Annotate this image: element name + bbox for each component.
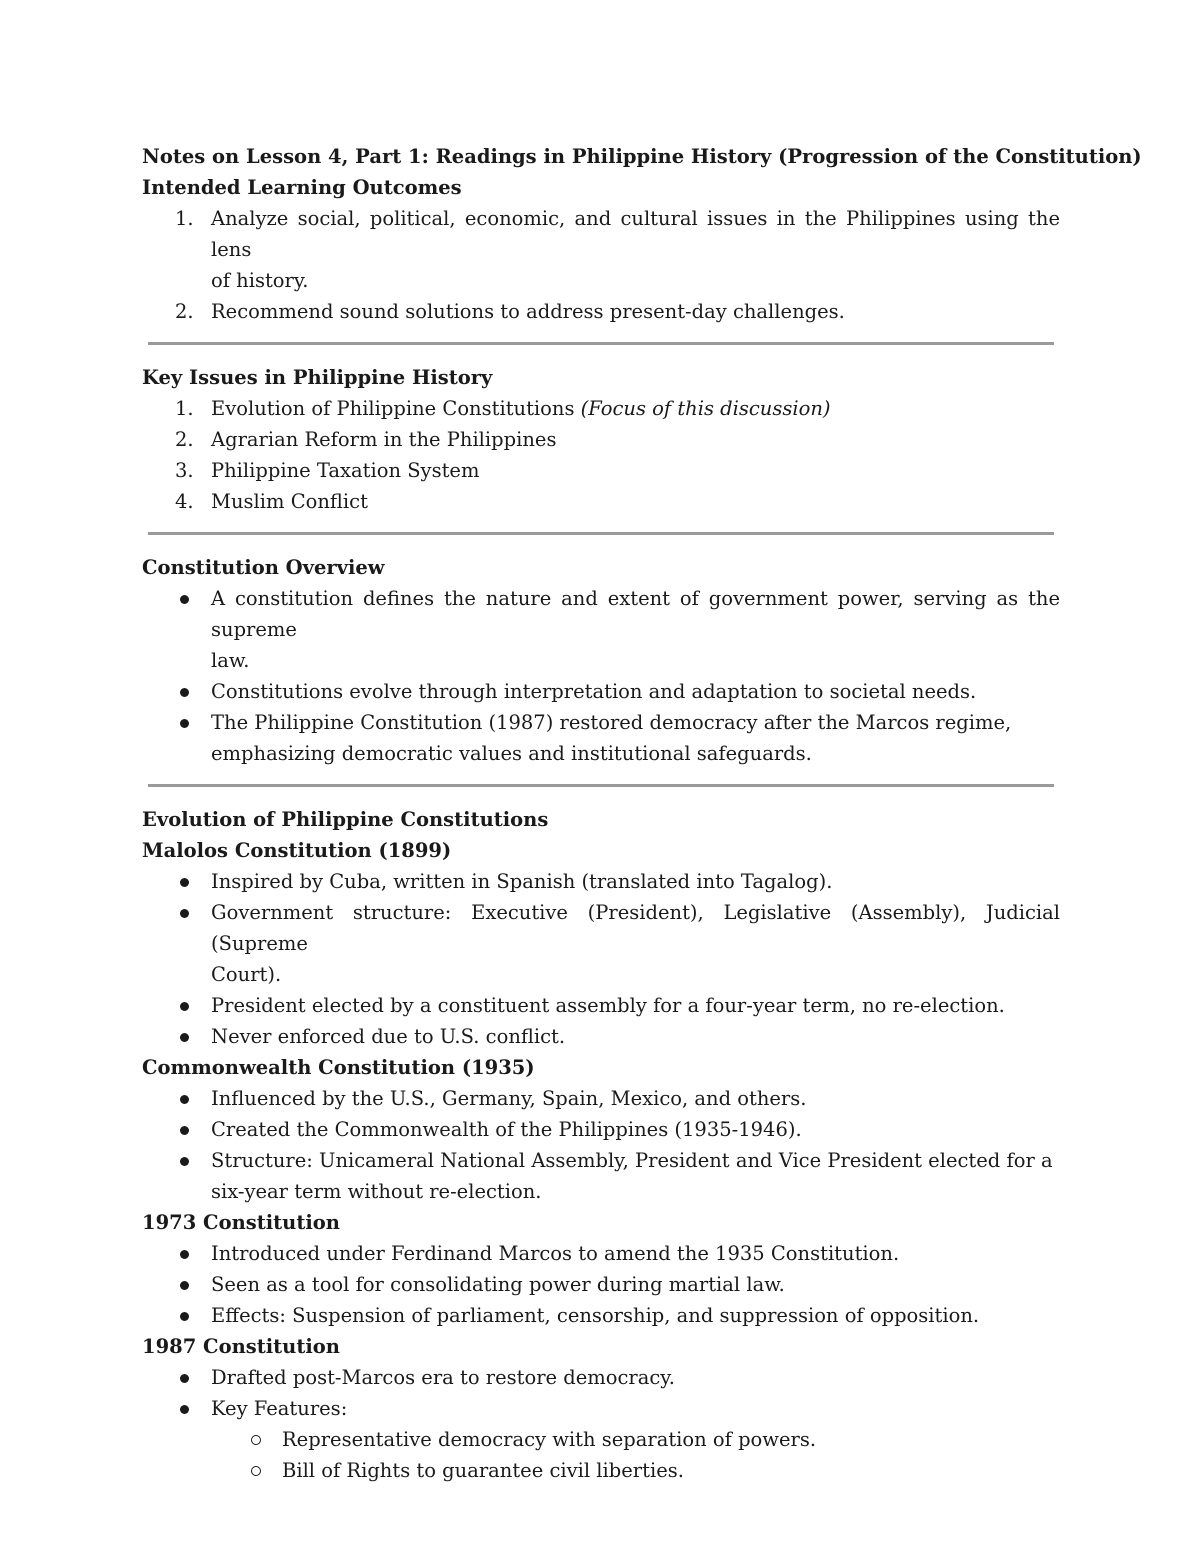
list-number: 4.: [175, 490, 194, 513]
bullet-text: The Philippine Constitution (1987) restored democracy after the Marcos regime,: [211, 711, 1012, 734]
bullet-text: President elected by a constituent assembly for a four-year term, no re-election.: [211, 994, 1005, 1017]
bullet-icon: [180, 1281, 189, 1290]
list-number: 2.: [175, 300, 194, 323]
list-item: [142, 455, 1060, 486]
bullet-text: Inspired by Cuba, written in Spanish (translated into Tagalog).: [211, 870, 833, 893]
section-heading-key-issues: Key Issues in Philippine History: [142, 366, 493, 389]
bullet-icon: [180, 1157, 189, 1166]
list-item: [142, 424, 1060, 455]
bullet-item: [142, 1300, 1060, 1331]
divider: [148, 342, 1054, 345]
bullet-icon: [180, 1374, 189, 1383]
bullet-icon: [180, 688, 189, 697]
page-title: Notes on Lesson 4, Part 1: Readings in Philippine History (Progression of the Constitution): [142, 145, 1142, 168]
list-item-text: Muslim Conflict: [211, 490, 368, 513]
bullet-icon: [180, 909, 189, 918]
list-item-text: Evolution of Philippine Constitutions: [211, 397, 581, 420]
bullet-icon: [180, 1033, 189, 1042]
bullet-item: [142, 676, 1060, 707]
bullet-item: [142, 583, 1060, 676]
list-item: [142, 486, 1060, 517]
bullet-text-cont: law.: [211, 649, 250, 672]
list-number: 1.: [175, 397, 194, 420]
bullet-icon: [180, 878, 189, 887]
bullet-item: [142, 1083, 1060, 1114]
bullet-text-cont: six-year term without re-election.: [211, 1180, 542, 1203]
bullet-icon: [180, 719, 189, 728]
bullet-item: [142, 1114, 1060, 1145]
bullet-icon: [180, 595, 189, 604]
hollow-bullet-icon: [251, 1466, 261, 1476]
subheading-1987: 1987 Constitution: [142, 1335, 340, 1358]
bullet-text: Introduced under Ferdinand Marcos to amend the 1935 Constitution.: [211, 1242, 900, 1265]
list-number: 3.: [175, 459, 194, 482]
list-item-text: Philippine Taxation System: [211, 459, 480, 482]
subheading-commonwealth: Commonwealth Constitution (1935): [142, 1056, 535, 1079]
bullet-text: Key Features:: [211, 1397, 348, 1420]
bullet-text-cont: emphasizing democratic values and institutional safeguards.: [211, 742, 812, 765]
bullet-text: Created the Commonwealth of the Philippines (1935-1946).: [211, 1118, 802, 1141]
bullet-item: [142, 1393, 1060, 1424]
document-page: [142, 141, 1142, 1486]
subheading-malolos: Malolos Constitution (1899): [142, 839, 452, 862]
bullet-text: Influenced by the U.S., Germany, Spain, Mexico, and others.: [211, 1087, 807, 1110]
divider: [148, 532, 1054, 535]
bullet-text: Drafted post-Marcos era to restore democracy.: [211, 1366, 675, 1389]
bullet-icon: [180, 1312, 189, 1321]
sub-bullet-text: Bill of Rights to guarantee civil liberties.: [282, 1459, 684, 1482]
sub-bullet-text: Representative democracy with separation of powers.: [282, 1428, 817, 1451]
section-heading-evolution: Evolution of Philippine Constitutions: [142, 808, 549, 831]
section-heading-overview: Constitution Overview: [142, 556, 385, 579]
focus-note: (Focus of this discussion): [580, 397, 831, 420]
bullet-icon: [180, 1250, 189, 1259]
bullet-item: [142, 990, 1060, 1021]
bullet-text: Effects: Suspension of parliament, censorship, and suppression of opposition.: [211, 1304, 980, 1327]
bullet-text-cont: Court).: [211, 963, 282, 986]
sub-bullet-item: [142, 1424, 1060, 1455]
list-item-text: Agrarian Reform in the Philippines: [211, 428, 557, 451]
bullet-icon: [180, 1002, 189, 1011]
list-item: [142, 296, 1060, 327]
bullet-text: Structure: Unicameral National Assembly, President and Vice President elected for a: [211, 1149, 1053, 1172]
bullet-item: [142, 1145, 1060, 1207]
bullet-item: [142, 1269, 1060, 1300]
list-number: 2.: [175, 428, 194, 451]
subheading-1973: 1973 Constitution: [142, 1211, 340, 1234]
divider: [148, 784, 1054, 787]
list-item: [142, 203, 1060, 296]
bullet-item: [142, 866, 1060, 897]
bullet-icon: [180, 1095, 189, 1104]
bullet-item: [142, 1362, 1060, 1393]
sub-bullet-item: [142, 1455, 1060, 1486]
bullet-icon: [180, 1126, 189, 1135]
bullet-text: A constitution defines the nature and extent of government power, serving as the supreme: [211, 587, 1060, 641]
bullet-text: Never enforced due to U.S. conflict.: [211, 1025, 566, 1048]
list-item-text: Analyze social, political, economic, and cultural issues in the Philippines using the lens: [211, 207, 1060, 261]
hollow-bullet-icon: [251, 1435, 261, 1445]
bullet-text: Constitutions evolve through interpretation and adaptation to societal needs.: [211, 680, 977, 703]
bullet-item: [142, 897, 1060, 990]
bullet-item: [142, 707, 1060, 769]
list-number: 1.: [175, 207, 194, 230]
list-item: [142, 393, 1060, 424]
section-heading-outcomes: Intended Learning Outcomes: [142, 176, 462, 199]
list-item-text-cont: of history.: [211, 269, 309, 292]
bullet-text: Seen as a tool for consolidating power during martial law.: [211, 1273, 785, 1296]
bullet-item: [142, 1238, 1060, 1269]
list-item-text: Recommend sound solutions to address present-day challenges.: [211, 300, 845, 323]
bullet-item: [142, 1021, 1060, 1052]
bullet-text: Government structure: Executive (President), Legislative (Assembly), Judicial (Supreme: [211, 901, 1060, 955]
bullet-icon: [180, 1405, 189, 1414]
